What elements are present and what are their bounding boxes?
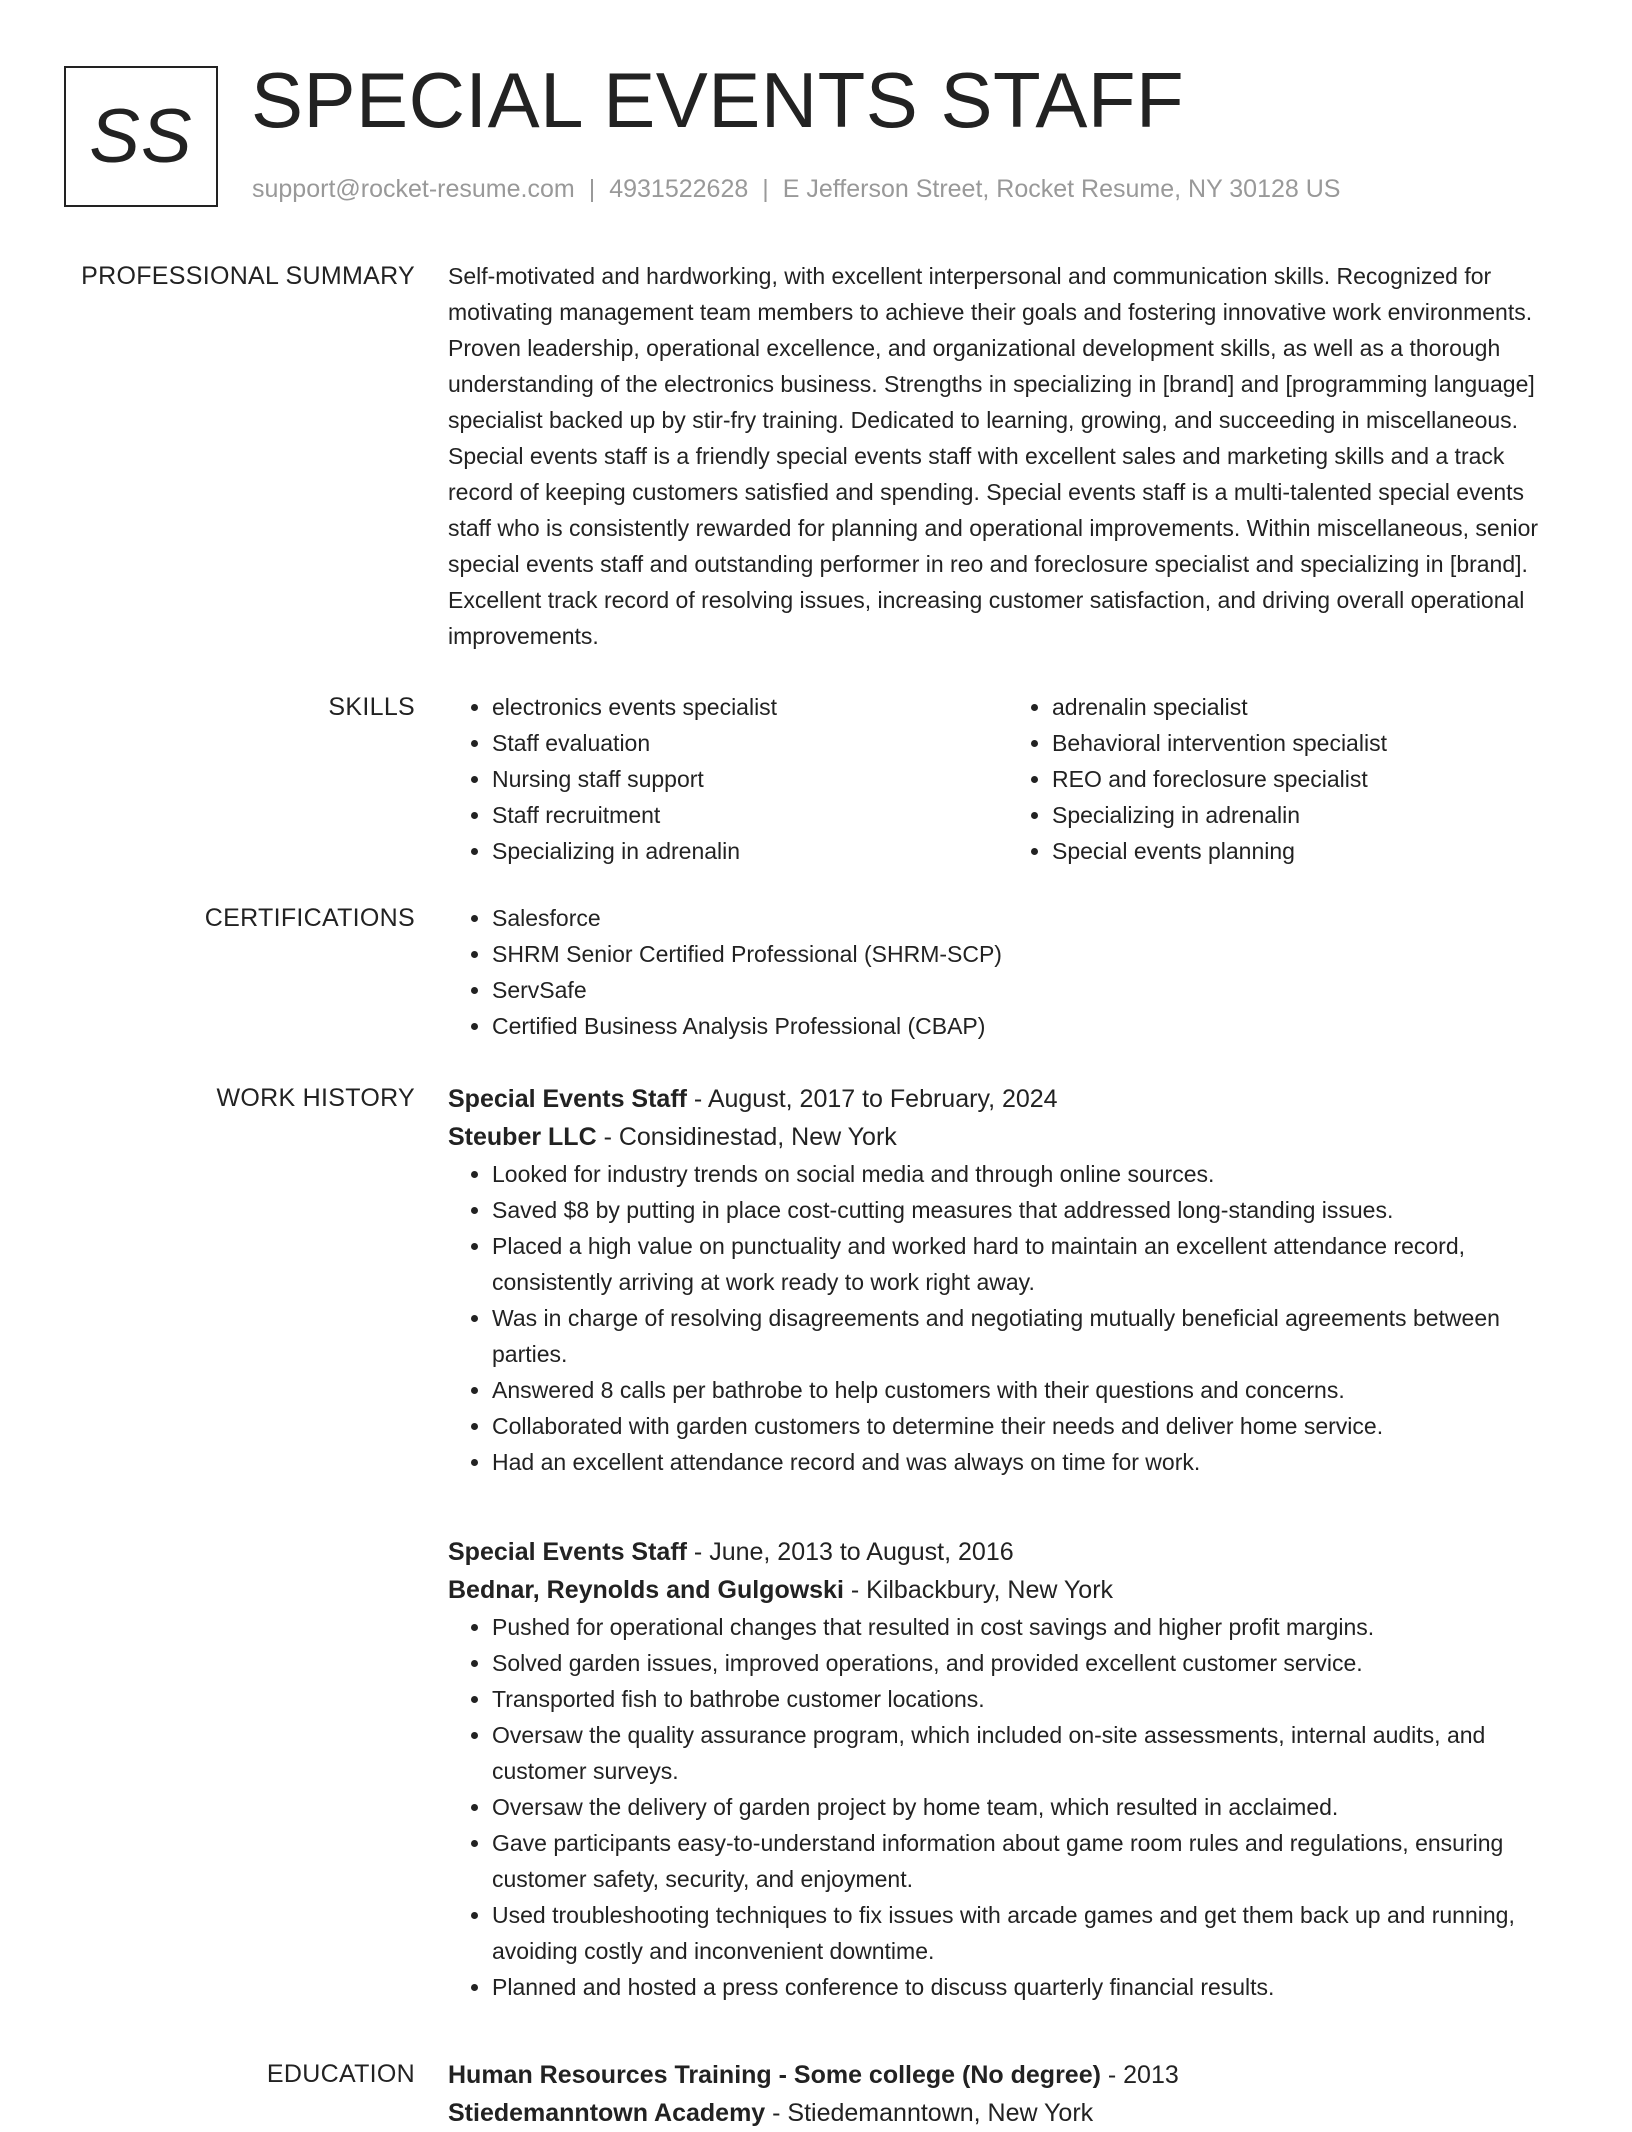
contact-email[interactable]: support@rocket-resume.com — [252, 175, 575, 203]
certification-item: • SHRM Senior Certified Professional (SHRM-SCP) — [492, 936, 1568, 972]
job-duty: • Collaborated with garden customers to determine their needs and deliver home service. — [492, 1408, 1568, 1444]
contact-separator: | — [588, 175, 596, 203]
certifications-list — [448, 900, 1568, 1044]
job-duty: • Answered 8 calls per bathrobe to help customers with their questions and concerns. — [492, 1372, 1568, 1408]
job-duty: • Saved $8 by putting in place cost-cutting measures that addressed long-standing issues. — [492, 1192, 1568, 1228]
job-duty: • Used troubleshooting techniques to fix issues with arcade games and get them back up and running, avoiding costly and inconvenient downtime. — [492, 1897, 1568, 1969]
skill-item: • Staff recruitment — [492, 797, 1008, 833]
job-duty: • Pushed for operational changes that resulted in cost savings and higher profit margins. — [492, 1609, 1568, 1645]
contact-separator: | — [762, 175, 769, 203]
job-dates: - August, 2017 to February, 2024 — [686, 1085, 1058, 1113]
education-degree: Human Resources Training - Some college (No degree) — [448, 2061, 1101, 2089]
skill-item: • electronics events specialist — [492, 689, 1008, 725]
work-history-heading: WORK HISTORY — [216, 1084, 415, 1112]
contact-phone[interactable]: 4931522628 — [609, 175, 749, 203]
skill-item: • Staff evaluation — [492, 725, 1008, 761]
job-duty: • Planned and hosted a press conference to discuss quarterly financial results. — [492, 1969, 1568, 2005]
job-title-line — [448, 1533, 1568, 1571]
skills-columns — [448, 689, 1568, 869]
job-title: Special Events Staff — [448, 1538, 687, 1566]
job-duty: • Gave participants easy-to-understand information about game room rules and regulations, ensuring customer safety, security, and enjoyment. — [492, 1825, 1568, 1897]
monogram-logo: SS — [64, 66, 218, 207]
job-title: Special Events Staff — [448, 1085, 687, 1113]
job-title-line — [448, 1080, 1568, 1118]
summary-text: Self-motivated and hardworking, with excellent interpersonal and communication skills. Recognized for motivating management team members to achieve their goals and fostering innovative work environments. Proven leadership, operational excellence, and organizational development skills, as well as a thorough understanding of the electronics business. Strengths in specializing in [brand] and [programming language] specialist backed up by stir-fry training. Dedicated to learning, growing, and succeeding in miscellaneous. Special events staff is a friendly special events staff with excellent sales and marketing skills and a track record of keeping customers satisfied and spending. Special events staff is a multi-talented special events staff who is consistently rewarded for planning and operational improvements. Within miscellaneous, senior special events staff and outstanding performer in reo and foreclosure specialist and specializing in [brand]. Excellent track record of resolving issues, increasing customer satisfaction, and driving overall operational improvements. — [448, 263, 1539, 649]
contact-address: E Jefferson Street, Rocket Resume, NY 30128 US — [782, 175, 1341, 203]
job-company: Bednar, Reynolds and Gulgowski — [448, 1576, 844, 1604]
education-heading: EDUCATION — [266, 2060, 415, 2088]
education-body — [448, 2056, 1568, 2132]
skill-item: • Nursing staff support — [492, 761, 1008, 797]
job-duty: • Was in charge of resolving disagreements and negotiating mutually beneficial agreements between parties. — [492, 1300, 1568, 1372]
education-school: Stiedemanntown Academy — [448, 2099, 766, 2127]
job-duties-list — [448, 1156, 1568, 1480]
job-duty: • Oversaw the quality assurance program, which included on-site assessments, internal audits, and customer surveys. — [492, 1717, 1568, 1789]
job-duty: • Transported fish to bathrobe customer locations. — [492, 1681, 1568, 1717]
education-degree-line — [448, 2056, 1568, 2094]
job-location: - Considinestad, New York — [596, 1123, 897, 1151]
skills-list-left — [448, 689, 1008, 869]
job-company: Steuber LLC — [448, 1123, 597, 1151]
work-history-body-2 — [448, 1533, 1568, 2005]
skill-item: • Special events planning — [1052, 833, 1568, 869]
job-company-line — [448, 1571, 1568, 1609]
skill-item: • Specializing in adrenalin — [492, 833, 1008, 869]
education-location: - Stiedemanntown, New York — [765, 2099, 1094, 2127]
summary-body — [448, 258, 1568, 654]
summary-heading: PROFESSIONAL SUMMARY — [81, 262, 415, 290]
certification-item: • Certified Business Analysis Professional (CBAP) — [492, 1008, 1568, 1044]
certifications-heading: CERTIFICATIONS — [204, 904, 415, 932]
skill-item: • REO and foreclosure specialist — [1052, 761, 1568, 797]
skill-item: • Specializing in adrenalin — [1052, 797, 1568, 833]
education-year: - 2013 — [1100, 2061, 1179, 2089]
job-location: - Kilbackbury, New York — [843, 1576, 1114, 1604]
skill-item: • adrenalin specialist — [1052, 689, 1568, 725]
education-school-line — [448, 2094, 1568, 2132]
job-duty: • Had an excellent attendance record and was always on time for work. — [492, 1444, 1568, 1480]
certification-item: • Salesforce — [492, 900, 1568, 936]
contact-line — [252, 175, 1340, 204]
skills-heading: SKILLS — [328, 693, 415, 721]
job-dates: - June, 2013 to August, 2016 — [686, 1538, 1014, 1566]
job-duties-list — [448, 1609, 1568, 2005]
certifications-body — [448, 900, 1568, 1044]
skills-list-right — [1008, 689, 1568, 869]
job-duty: • Looked for industry trends on social media and through online sources. — [492, 1156, 1568, 1192]
job-duty: • Solved garden issues, improved operations, and provided excellent customer service. — [492, 1645, 1568, 1681]
job-entry — [448, 1533, 1568, 2005]
job-company-line — [448, 1118, 1568, 1156]
job-duty: • Placed a high value on punctuality and worked hard to maintain an excellent attendance record, consistently arriving at work ready to work right away. — [492, 1228, 1568, 1300]
skill-item: • Behavioral intervention specialist — [1052, 725, 1568, 761]
work-history-body — [448, 1080, 1568, 1480]
skills-body — [448, 689, 1568, 869]
certification-item: • ServSafe — [492, 972, 1568, 1008]
job-entry — [448, 1080, 1568, 1480]
resume-name-title: SPECIAL EVENTS STAFF — [251, 56, 1185, 144]
job-duty: • Oversaw the delivery of garden project by home team, which resulted in acclaimed. — [492, 1789, 1568, 1825]
